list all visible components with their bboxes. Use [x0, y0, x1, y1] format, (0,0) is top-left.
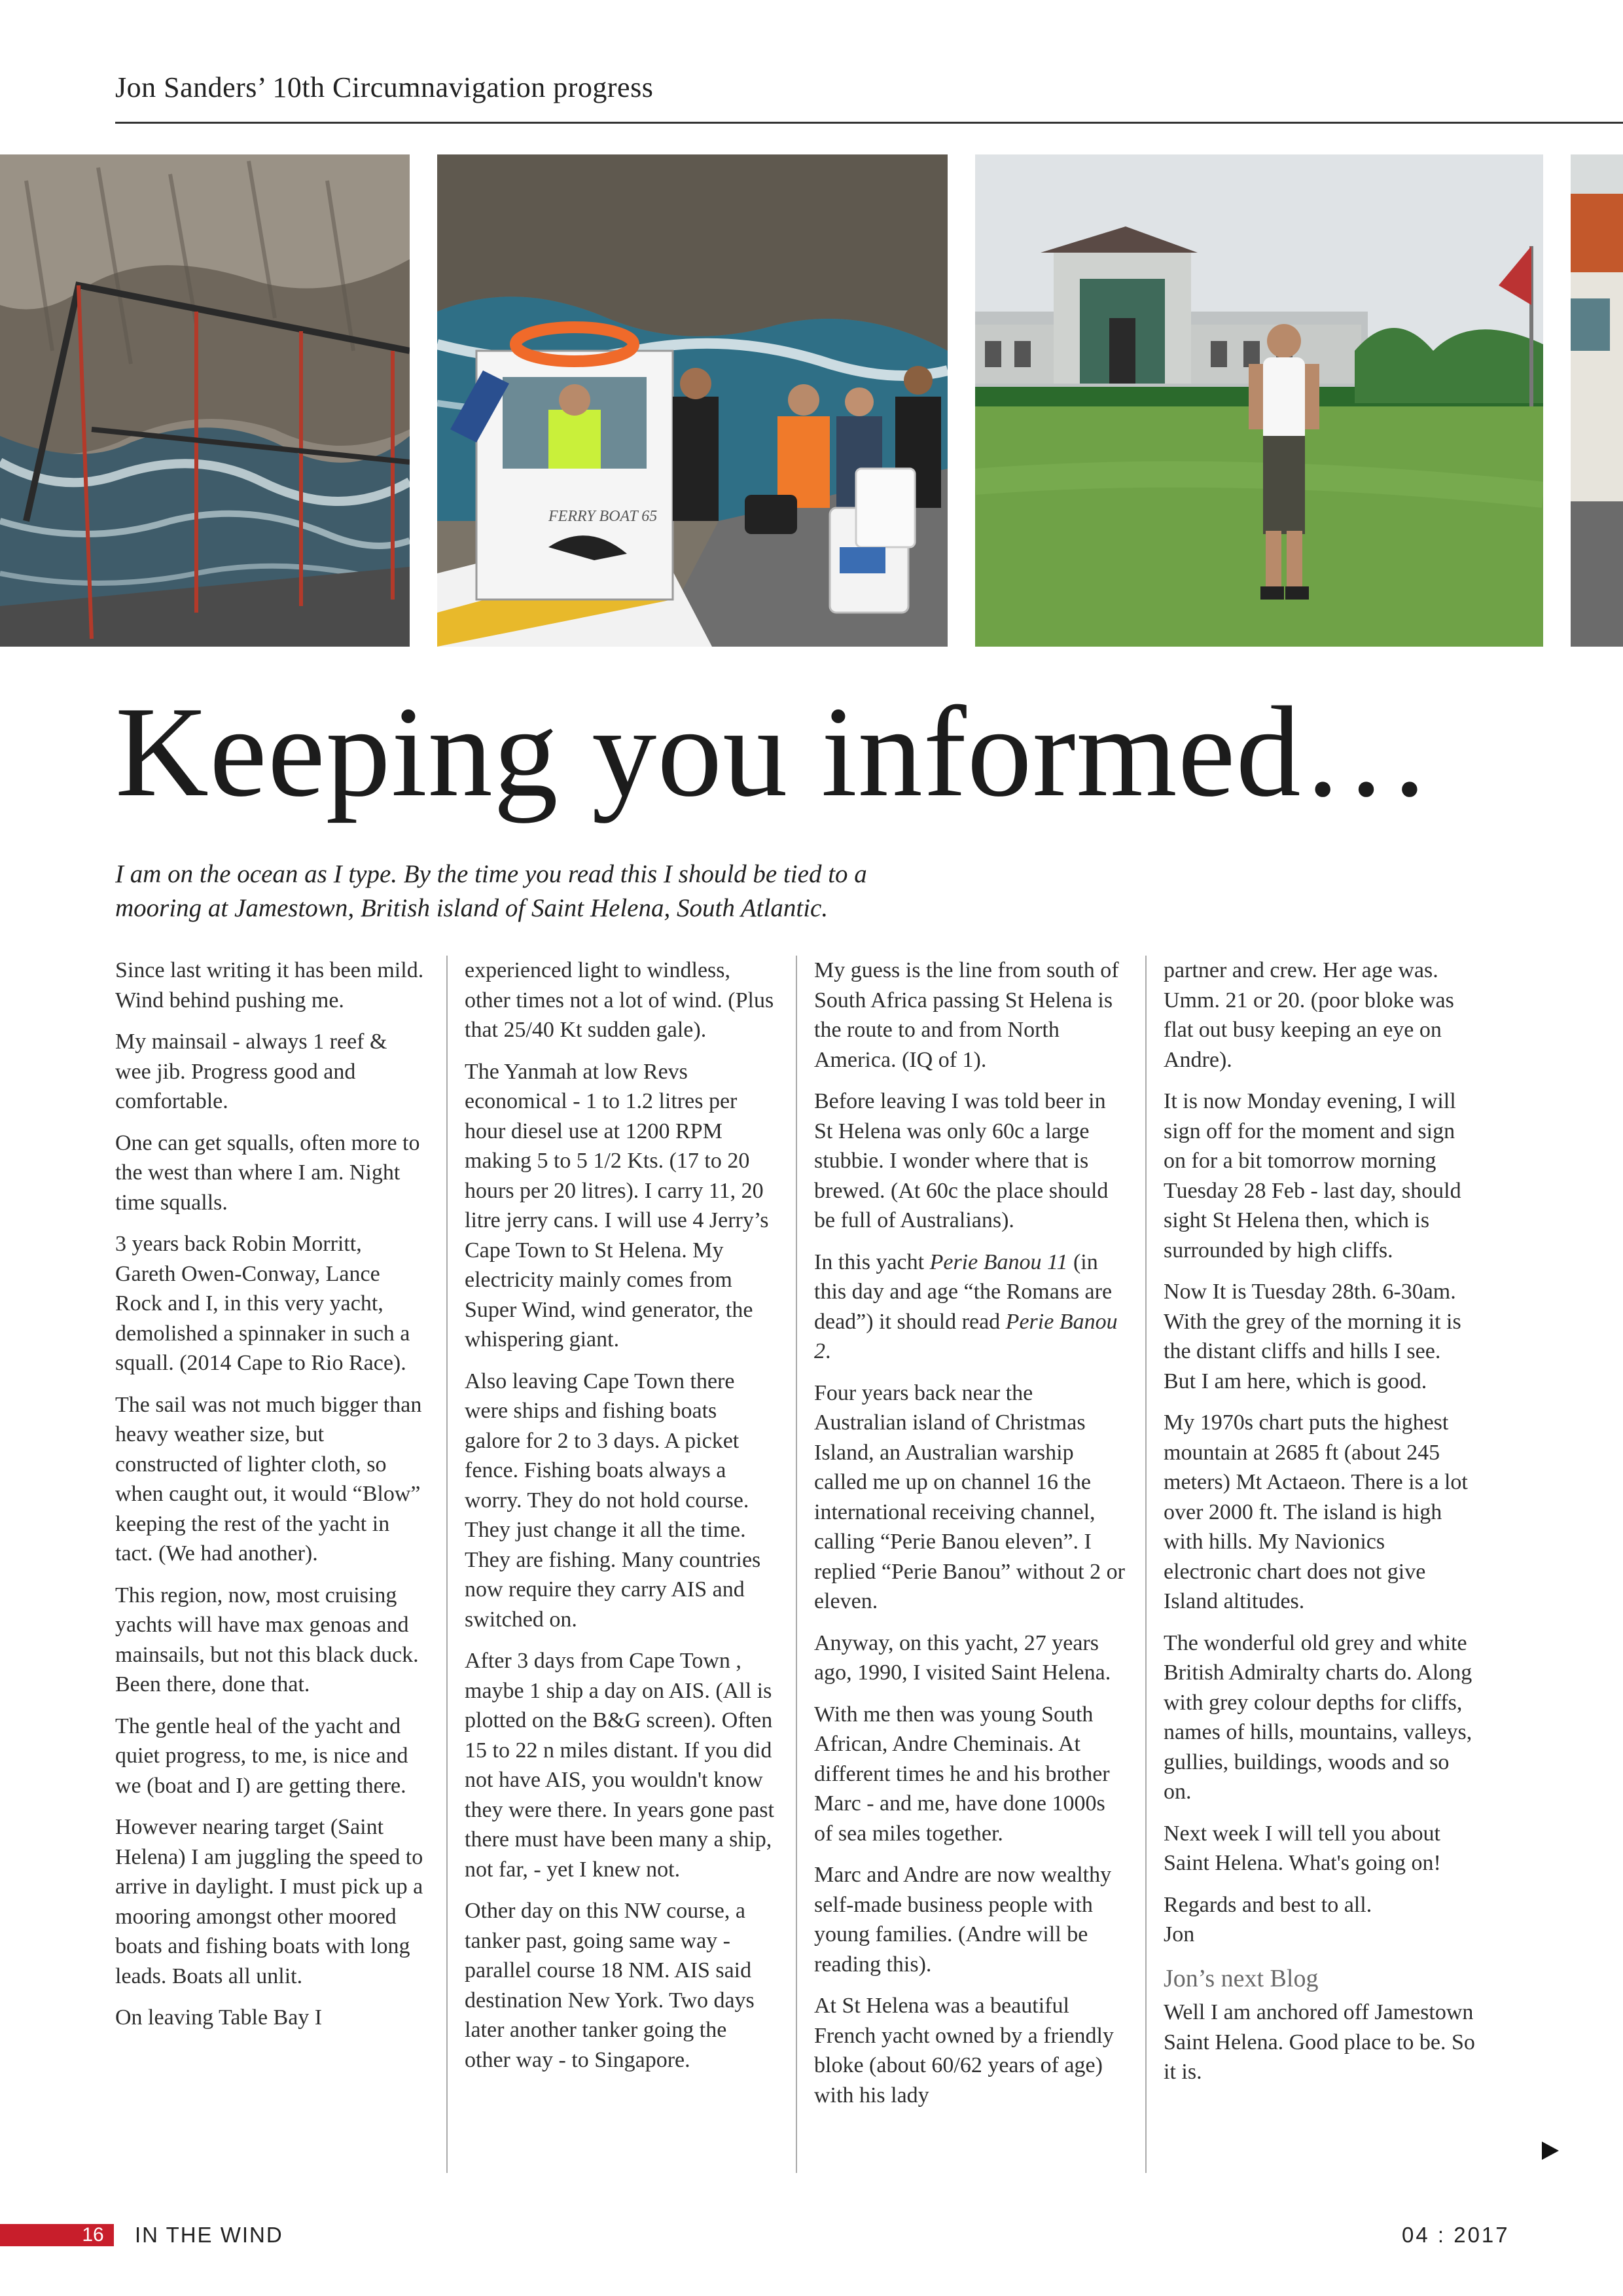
paragraph: With me then was young South African, Andre Cheminais. At different times he and his brother Marc - and me, have done 1000s of sea miles together.: [814, 1702, 1110, 1846]
paragraph: My guess is the line from south of South Africa passing St Helena is the route to and from North America. (IQ of 1).: [814, 958, 1119, 1072]
standfirst: [115, 857, 959, 925]
paragraph: Before leaving I was told beer in St Helena was only 60c a large stubbie. I wonder where that is brewed. (At 60c the place should be full of Australians).: [814, 1089, 1109, 1232]
paragraph: The gentle heal of the yacht and quiet progress, to me, is nice and we (boat and I) are getting there.: [115, 1713, 408, 1798]
paragraph: At St Helena was a beautiful French yacht owned by a friendly bloke (about 60/62 years of age) with his lady: [814, 1994, 1114, 2108]
standfirst-line: I am on the ocean as I type. By the time you read this I should be tied to a: [115, 860, 867, 888]
paragraph: The wonderful old grey and white British Admiralty charts do. Along with grey colour depths for cliffs, names of hills, mountains, valleys, gullies, buildings, woods and so on.: [1164, 1630, 1472, 1804]
paragraph: This region, now, most cruising yachts will have max genoas and mainsails, but not this black duck. Been there, done that.: [115, 1583, 419, 1696]
footer-accent-bar: [0, 2224, 72, 2246]
paragraph: However nearing target (Saint Helena) I am juggling the speed to arrive in daylight. I must pick up a mooring amongst other moored boats and fishing boats with long leads. Boats all unlit.: [115, 1815, 423, 1988]
photo-building-edge: [1571, 154, 1623, 647]
photo-ferry-boat-65-passengers: [437, 154, 948, 647]
paragraph: experienced light to windless, other times not a lot of wind. (Plus that 25/40 Kt sudden gale).: [465, 958, 774, 1042]
paragraph: It is now Monday evening, I will sign off for the moment and sign on for a bit tomorrow morning Tuesday 28 Feb - last day, should sight St Helena then, which is surrounded by high cliffs.: [1164, 1089, 1461, 1263]
paragraph: Four years back near the Australian island of Christmas Island, an Australian warship called me up on channel 16 the international receiving channel, calling “Perie Banou eleven”. I replied “Perie Banou” without 2 or eleven.: [814, 1380, 1125, 1613]
paragraph: Now It is Tuesday 28th. 6-30am. With the grey of the morning it is the distant cliffs and hills I see. But I am here, which is good.: [1164, 1280, 1461, 1393]
paragraph: My mainsail - always 1 reef & wee jib. Progress good and comfortable.: [115, 1030, 387, 1113]
paragraph: On leaving Table Bay I: [115, 2005, 323, 2030]
ferry-name-text: FERRY BOAT 65: [548, 508, 658, 525]
header-rule: [115, 122, 1623, 124]
paragraph: The sail was not much bigger than heavy weather size, but constructed of lighter cloth, so when caught out, it would “Blow” keeping the rest of the yacht in tact. (We had another).: [115, 1392, 422, 1566]
sign-off: [1164, 1890, 1475, 1950]
photo-cliff-cave-sea: [0, 154, 410, 647]
article-body: [115, 956, 1518, 2173]
page-number: 16: [72, 2224, 114, 2246]
paragraph: Since last writing it has been mild. Wind behind pushing me.: [115, 958, 424, 1013]
paragraph: 3 years back Robin Morritt, Gareth Owen-Conway, Lance Rock and I, in this very yacht, demolished a spinnaker in such a squall. (2014 Cape to Rio Race).: [115, 1232, 410, 1375]
paragraph: [814, 1247, 1126, 1367]
signature-name: Jon: [1164, 1922, 1195, 1946]
paragraph: Well I am anchored off Jamestown Saint Helena. Good place to be. So it is.: [1164, 2000, 1475, 2084]
photo-man-standing-lawn-house: [975, 154, 1543, 647]
sign-off-line: Regards and best to all.: [1164, 1892, 1372, 1917]
paragraph: Other day on this NW course, a tanker past, going same way - parallel course 18 NM. AIS said destination New York. Two days later another tanker going the other way - to Singapore.: [465, 1899, 755, 2072]
standfirst-line: mooring at Jamestown, British island of Saint Helena, South Atlantic.: [115, 894, 829, 922]
paragraph: Anyway, on this yacht, 27 years ago, 1990, I visited Saint Helena.: [814, 1630, 1111, 1685]
yacht-name: Perie Banou 2: [814, 1309, 1118, 1363]
magazine-name: IN THE WIND: [135, 2223, 283, 2247]
paragraph: My 1970s chart puts the highest mountain at 2685 ft (about 245 meters) Mt Actaeon. There is a lot over 2000 ft. The island is high with hills. My Navionics electronic chart does not give Island altitudes.: [1164, 1410, 1468, 1613]
issue-date: 04 : 2017: [1402, 2223, 1510, 2247]
paragraph: Also leaving Cape Town there were ships and fishing boats galore for 2 to 3 days. A picket fence. Fishing boats always a worry. They do not hold course. They just change it all the time. They are fishing. Many countries now require they carry AIS and switched on.: [465, 1369, 761, 1632]
running-title: Jon Sanders’ 10th Circumnavigation progress: [115, 71, 654, 103]
subhead-next-blog: Jon’s next Blog: [1164, 1964, 1319, 1992]
column-4: [1164, 956, 1475, 2173]
headline: Keeping you informed…: [115, 680, 1432, 823]
column-2: [465, 956, 797, 2173]
column-3: [814, 956, 1147, 2173]
paragraph: The Yanmah at low Revs economical - 1 to 1.2 litres per hour diesel use at 1200 RPM making 5 to 5 1/2 Kts. (17 to 20 hours per 20 litres). I carry 11, 20 litre jerry cans. I will use 4 Jerry’s Cape Town to St Helena. My electricity mainly comes from Super Wind, wind generator, the whispering giant.: [465, 1059, 769, 1352]
text-run: .: [825, 1339, 831, 1363]
paragraph: One can get squalls, often more to the west than where I am. Night time squalls.: [115, 1130, 420, 1215]
text-run: In this yacht: [814, 1249, 930, 1274]
text-run: (in this day and age “the Romans are dead”) it should read: [814, 1249, 1113, 1334]
paragraph: partner and crew. Her age was. Umm. 21 or 20. (poor bloke was flat out busy keeping an eye on Andre).: [1164, 958, 1454, 1072]
arrow-right-icon: [1542, 2142, 1559, 2160]
column-1: [115, 956, 448, 2173]
paragraph: Marc and Andre are now wealthy self-made business people with young families. (Andre will be reading this).: [814, 1863, 1112, 1977]
paragraph: Next week I will tell you about Saint Helena. What's going on!: [1164, 1821, 1441, 1875]
paragraph: After 3 days from Cape Town , maybe 1 ship a day on AIS. (All is plotted on the B&G screen). Often 15 to 22 n miles distant. If you did not have AIS, you wouldn't know they were there. In years gone past there must have been many a ship, not far, - yet I knew not.: [465, 1649, 774, 1882]
yacht-name: Perie Banou 11: [929, 1249, 1068, 1274]
